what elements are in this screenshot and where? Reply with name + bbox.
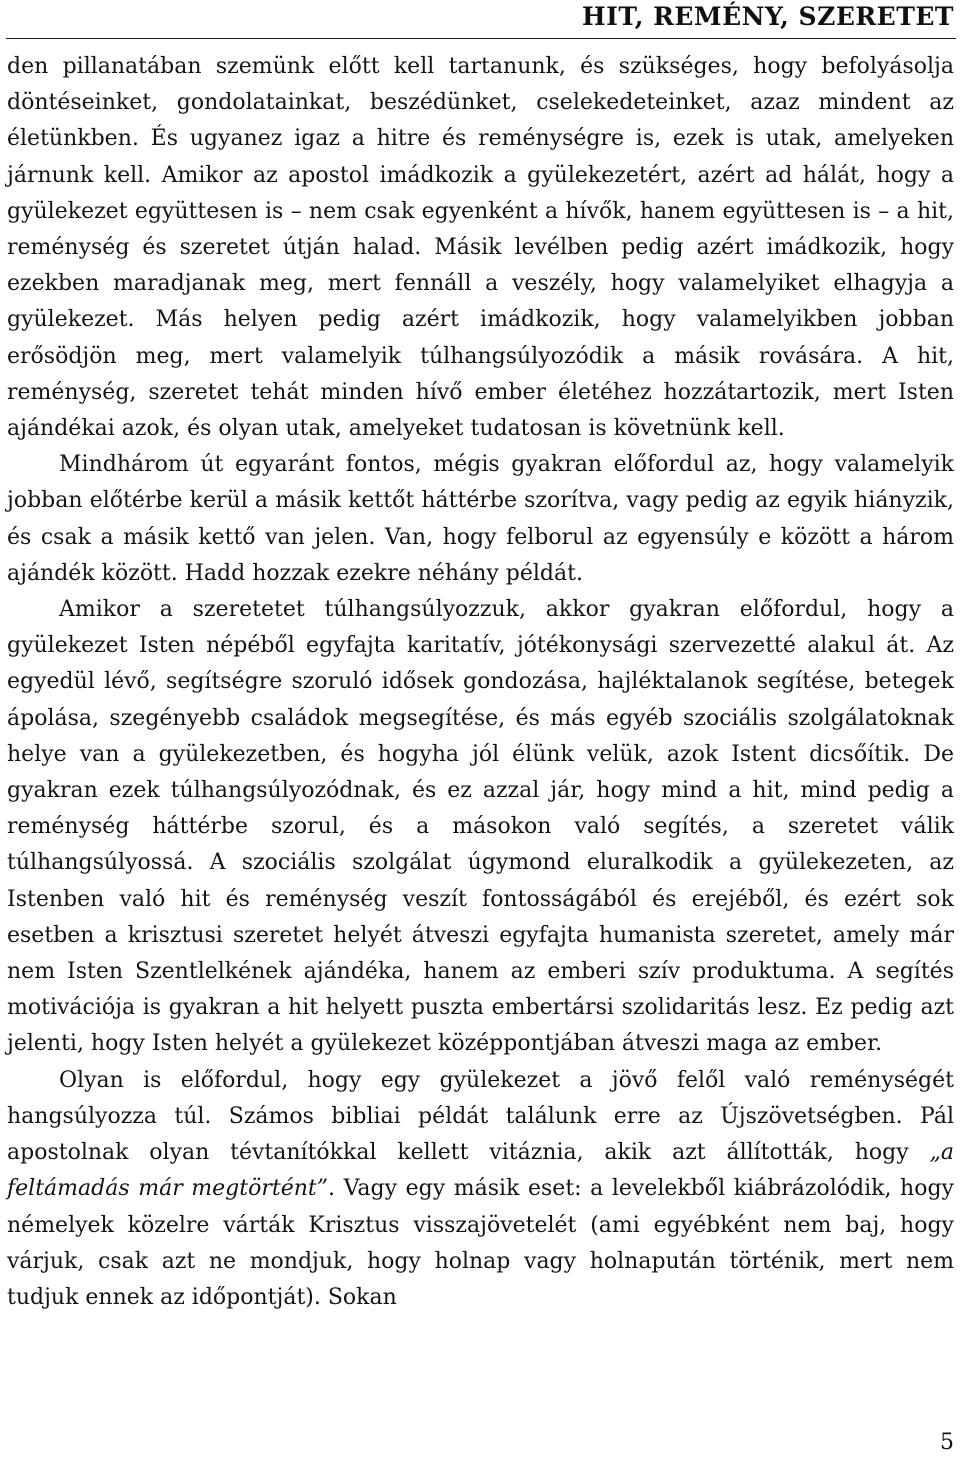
paragraph-4-quote: „a feltámadás már megtörtént” xyxy=(7,1140,954,1202)
page-number: 5 xyxy=(940,1430,954,1455)
paragraph-4-text-after-quote: . Vagy egy másik eset: a levelekből kiábrázolódik, hogy némelyek közelre várták Krisztus visszajövetelét (ami egyébként nem baj, hogy várjuk, csak azt ne mondjuk, hogy holnap vagy holnapután történik, mert nem tudjuk ennek az időpontját). Sokan xyxy=(7,1176,954,1310)
paragraph-4-text-before-quote: Olyan is előfordul, hogy egy gyülekezet a jövő felől való reménységét hangsúlyozza túl. Számos bibliai példát találunk erre az Újszövetségben. Pál apostolnak olyan tévtanítókkal kellett vitáznia, akik azt állították, hogy xyxy=(7,1067,954,1166)
paragraph-3: Amikor a szeretetet túlhangsúlyozzuk, akkor gyakran előfordul, hogy a gyülekezet Isten népéből egyfajta karitatív, jótékonysági szervezetté alakul át. Az egyedül lévő, segítségre szoruló idősek gondozása, hajléktalanok segítése, betegek ápolása, szegényebb családok megsegítése, és más egyéb szociális szolgálatoknak helye van a gyülekezetben, és hogyha jól élünk velük, azok Istent dicsőítik. De gyakran ezek túlhangsúlyozódnak, és ez azzal jár, hogy mind a hit, mind pedig a reménység háttérbe szorul, és a másokon való segítés, a szeretet válik túlhangsúlyossá. A szociális szolgálat úgymond eluralkodik a gyülekezeten, az Istenben való hit és reménység veszít fontosságából és erejéből, és ezért sok esetben a krisztusi szeretet helyét átveszi egyfajta humanista szeretet, amely már nem Isten Szentlelkének ajándéka, hanem az emberi szív produktuma. A segítés motivációja is gyakran a hit helyett puszta embertársi szolidaritás lesz. Ez pedig azt jelenti, hogy Isten helyét a gyülekezet középpontjában átveszi maga az ember. xyxy=(7,597,954,1057)
header-rule xyxy=(6,38,956,39)
paragraph-1: den pillanatában szemünk előtt kell tartanunk, és szükséges, hogy befolyásolja döntéseinket, gondolatainkat, beszédünket, cselekedeteinket, azaz mindent az életünkben. És ugyanez igaz a hitre és reménységre is, ezek is utak, amelyeken járnunk kell. Amikor az apostol imádkozik a gyülekezetért, azért ad hálát, hogy a gyülekezet együttesen is – nem csak egyenként a hívők, hanem együttesen is – a hit, reménység és szeretet útján halad. Másik levélben pedig azért imádkozik, hogy ezekben maradjanak meg, mert fennáll a veszély, hogy valamelyiket elhagyja a gyülekezet. Más helyen pedig azért imádkozik, hogy valamelyikben jobban erősödjön meg, mert valamelyik túlhangsúlyozódik a másik rovására. A hit, reménység, szeretet tehát minden hívő ember életéhez hozzátartozik, mert Isten ajándékai azok, és olyan utak, amelyeket tudatosan is követnünk kell. xyxy=(7,54,954,442)
paragraph-2: Mindhárom út egyaránt fontos, mégis gyakran előfordul az, hogy valamelyik jobban előtérbe kerül a másik kettőt háttérbe szorítva, vagy pedig az egyik hiányzik, és csak a másik kettő van jelen. Van, hogy felborul az egyensúly e között a három ajándék között. Hadd hozzak ezekre néhány példát. xyxy=(7,452,954,586)
body-text xyxy=(7,49,954,1316)
running-header-title: HIT, REMÉNY, SZERETET xyxy=(582,2,954,31)
paragraph-4 xyxy=(7,1063,954,1316)
